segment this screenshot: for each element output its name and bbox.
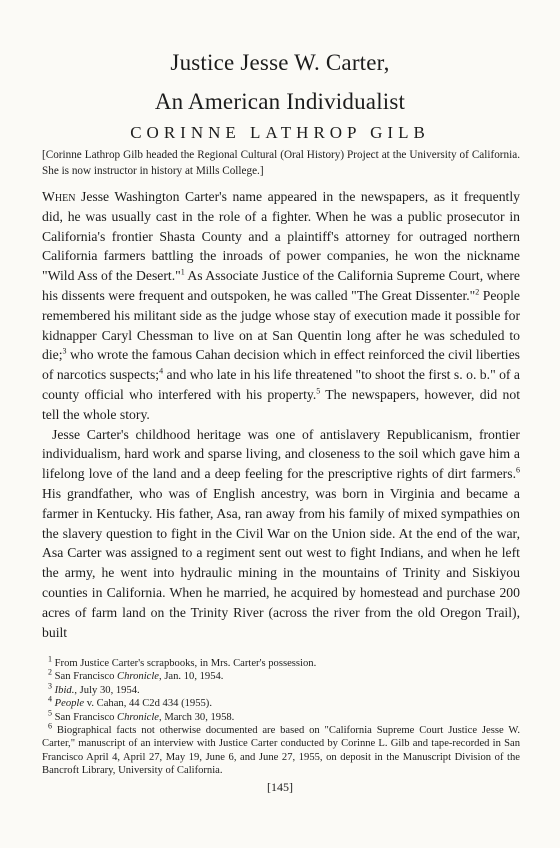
p1-text-6: The newspapers, however, did not tell the whole story.	[42, 386, 520, 422]
paragraph-2	[42, 425, 520, 643]
footnote-number: 3	[48, 681, 52, 691]
p1-text-1: Jesse Washington Carter's name appeared in the newspapers, as it frequently did, he was usually cast in the role of a fighter. When he was a public prosecutor in California's frontier Shasta County and a plaintiff's attorney for outraged northern California farmers battling the inroads of power companies, he won the nickname "Wild Ass of the Desert."	[42, 189, 520, 284]
p1-text-4: who wrote the famous Cahan decision which in effect reinforced the civil liberties of narcotics suspects;	[42, 347, 520, 383]
footnote-italic: Chronicle	[117, 711, 160, 723]
footnote	[42, 708, 520, 724]
article-title-line-1: Justice Jesse W. Carter,	[170, 50, 390, 75]
footnote-number: 6	[48, 721, 52, 731]
p2-text-2: His grandfather, who was of English ancestry, was born in Virginia and became a farmer in Kentucky. His father, Asa, ran away from his family of mixed sympathies on the slavery question to fight in the Civil War on the Union side. At the end of the war, Asa Carter was assigned to a regiment sent out west to fight Indians, and when he left the army, he went into hydraulic mining in the mountains of Trinity and Siskiyou counties in California. When he married, he acquired by homestead and purchase 200 acres of farm land on the Trinity River (across the river from the old Oregon Trail), built	[42, 485, 520, 640]
footnotes	[42, 654, 520, 778]
footnote-text-tail: , July 30, 1954.	[74, 684, 140, 696]
footnote	[42, 694, 520, 710]
p2-text-1: Jesse Carter's childhood heritage was one of antislavery Republicanism, frontier individualism, hard work and sparse living, and closeness to the soil which gave him a lifelong love of the land and a deep feeling for the prescriptive rights of dirt farmers.	[42, 426, 520, 482]
footnote-number: 2	[48, 667, 52, 677]
footnote-number: 1	[48, 654, 52, 664]
footnote-italic: Chronicle	[117, 671, 160, 683]
footnote-text-tail: , March 30, 1958.	[159, 711, 235, 723]
author-name: CORINNE LATHROP GILB	[130, 123, 430, 142]
footnote-text: San Francisco	[52, 671, 118, 683]
footnote-text-tail: , Jan. 10, 1954.	[159, 671, 224, 683]
paragraph-1	[42, 187, 520, 425]
footnote-ref-6[interactable]: 6	[516, 465, 520, 475]
footnote-number: 5	[48, 708, 52, 718]
page-number: [145]	[267, 780, 293, 794]
footnote-text: From Justice Carter's scrapbooks, in Mrs. Carter's possession.	[52, 658, 317, 669]
footnote-ref-2[interactable]: 2	[475, 287, 480, 297]
footnote-text: San Francisco	[52, 711, 118, 723]
footnote	[42, 667, 520, 683]
footnote-text: Biographical facts not otherwise documented are based on "California Supreme Court Justice Jesse W. Carter," manuscript of an interview with Justice Carter conducted by Corinne L. Gilb and tape-recorded in San Francisco April 4, April 27, May 19, June 6, and June 27, 1955, on deposit in the Manuscript Division of the Bancroft Library, University of California.	[42, 725, 520, 777]
p1-text-5: and who late in his life threatened "to shoot the first s. o. b." of a county official who interfered with his property.	[42, 367, 520, 402]
editor-note: [Corinne Lathrop Gilb headed the Regional Cultural (Oral History) Project at the University of California. She is now instructor in history at Mills College.]	[42, 149, 520, 177]
article-body	[42, 187, 520, 642]
footnote-text-tail: v. Cahan, 44 C2d 434 (1955).	[84, 698, 212, 710]
footnote	[42, 654, 520, 670]
article-title-line-2: An American Individualist	[154, 89, 406, 114]
footnote	[42, 681, 520, 697]
p1-text-2: As Associate Justice of the California Supreme Court, where his dissents were frequent and outspoken, he was called "The Great Dissenter."	[42, 268, 521, 303]
footnote-ref-3[interactable]: 3	[62, 346, 67, 356]
footnote-number: 4	[48, 694, 52, 704]
footnote	[42, 721, 520, 778]
lead-word: When	[42, 189, 76, 204]
footnote-ref-1[interactable]: 1	[180, 267, 185, 277]
p1-text-3: People remembered his militant side as the judge whose stay of execution made it possible for kidnapper Caryl Chessman to live on at San Quentin long after he was scheduled to die;	[42, 287, 520, 363]
footnote-italic: People	[54, 698, 85, 710]
footnote-ref-4[interactable]: 4	[159, 366, 164, 376]
footnote-italic: Ibid.	[54, 684, 75, 696]
footnote-ref-5[interactable]: 5	[316, 386, 321, 396]
